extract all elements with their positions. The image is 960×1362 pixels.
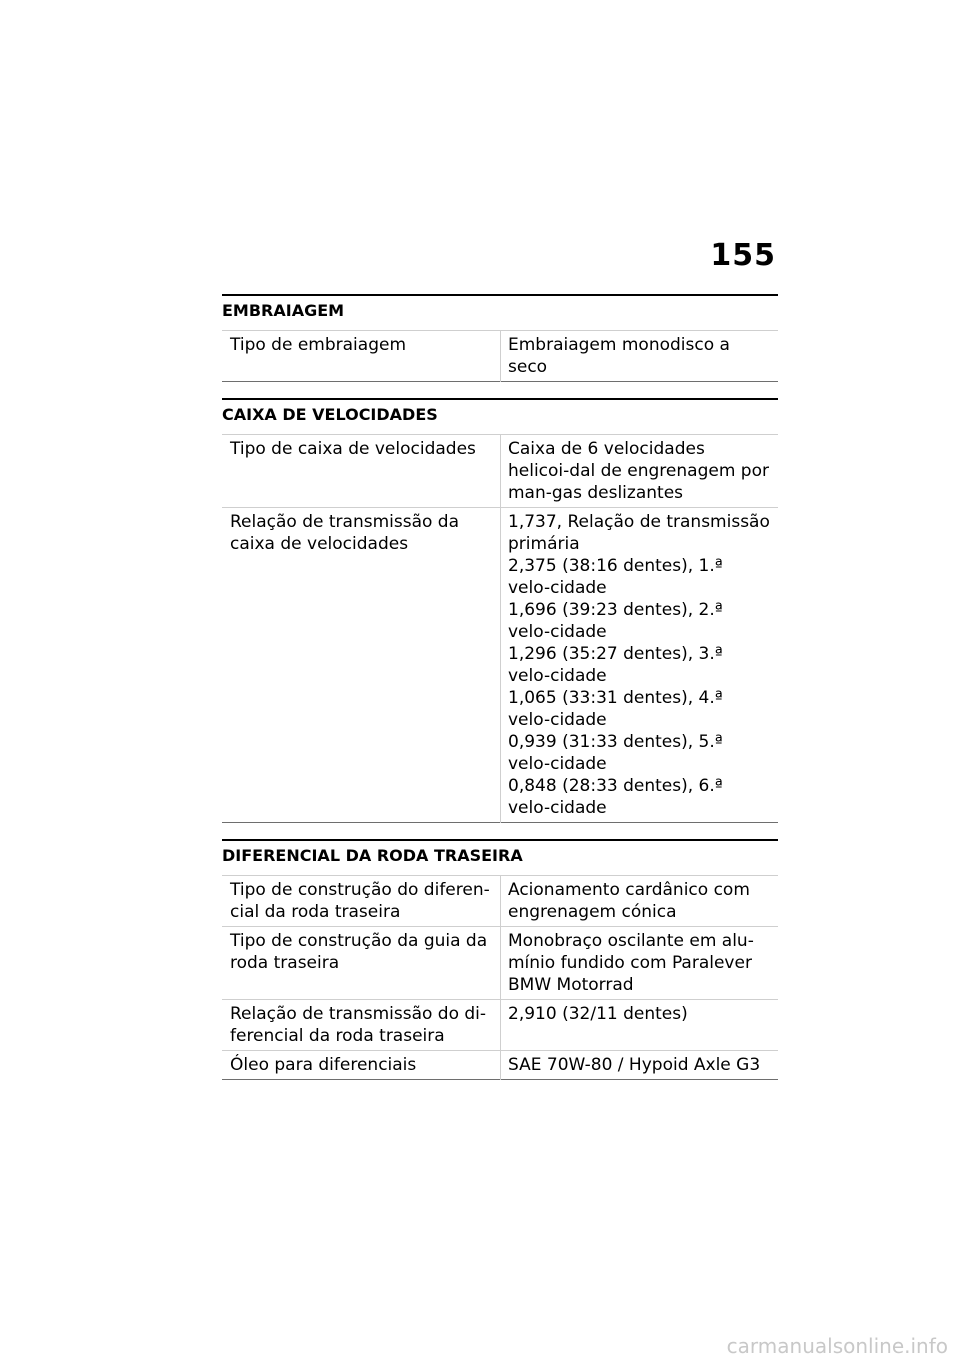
spec-value-line: 2,375 (38:16 dentes), 1.ª velo-cidade [508,556,723,598]
spec-table [222,330,778,382]
spec-label: Tipo de construção do diferen-cial da roda traseira [230,880,490,922]
spec-label: Tipo de construção da guia da roda traseira [230,931,488,973]
section-title: CAIXA DE VELOCIDADES [222,405,438,424]
spec-label: Tipo de caixa de velocidades [230,439,476,459]
section-caixa-de-velocidades [222,398,778,823]
table-row [222,1000,778,1051]
spec-value-line: 2,910 (32/11 dentes) [508,1004,688,1024]
spec-table [222,434,778,823]
spec-table [222,875,778,1080]
spec-label: Tipo de embraiagem [230,335,407,355]
section-title: DIFERENCIAL DA RODA TRASEIRA [222,846,523,865]
spec-value-line: Caixa de 6 velocidades helicoi-dal de engrenagem por man-gas deslizantes [508,439,769,503]
table-row [222,435,778,508]
spec-value-line: Embraiagem monodisco a seco [508,335,730,377]
spec-content [222,294,778,1096]
section-diferencial-roda-traseira [222,839,778,1080]
spec-value [501,1051,779,1080]
watermark-footer: carmanualsonline.info [726,1334,948,1358]
spec-value-line: 1,696 (39:23 dentes), 2.ª velo-cidade [508,600,723,642]
spec-value-line: 1,296 (35:27 dentes), 3.ª velo-cidade [508,644,723,686]
table-row [222,927,778,1000]
spec-value [501,508,779,823]
spec-value [501,1000,779,1051]
spec-value [501,876,779,927]
spec-value-line: 0,848 (28:33 dentes), 6.ª velo-cidade [508,776,723,818]
spec-value-line: SAE 70W-80 / Hypoid Axle G3 [508,1055,761,1075]
table-row [222,1051,778,1080]
spec-value-line: Acionamento cardânico com engrenagem cónica [508,880,750,922]
spec-label: Relação de transmissão do di-ferencial da roda traseira [230,1004,487,1046]
spec-value-line: 1,065 (33:31 dentes), 4.ª velo-cidade [508,688,723,730]
spec-label: Óleo para diferenciais [230,1055,417,1075]
spec-value [501,435,779,508]
table-row [222,508,778,823]
spec-label: Relação de transmissão da caixa de velocidades [230,512,460,554]
spec-value-line: 1,737, Relação de transmissão primária [508,512,770,554]
spec-value-line: Monobraço oscilante em alu-mínio fundido com Paralever BMW Motorrad [508,931,754,995]
spec-value [501,331,779,382]
table-row [222,876,778,927]
page-number: 155 [710,238,776,273]
spec-value [501,927,779,1000]
section-title: EMBRAIAGEM [222,301,345,320]
section-embraiagem [222,294,778,382]
spec-value-line: 0,939 (31:33 dentes), 5.ª velo-cidade [508,732,723,774]
table-row [222,331,778,382]
